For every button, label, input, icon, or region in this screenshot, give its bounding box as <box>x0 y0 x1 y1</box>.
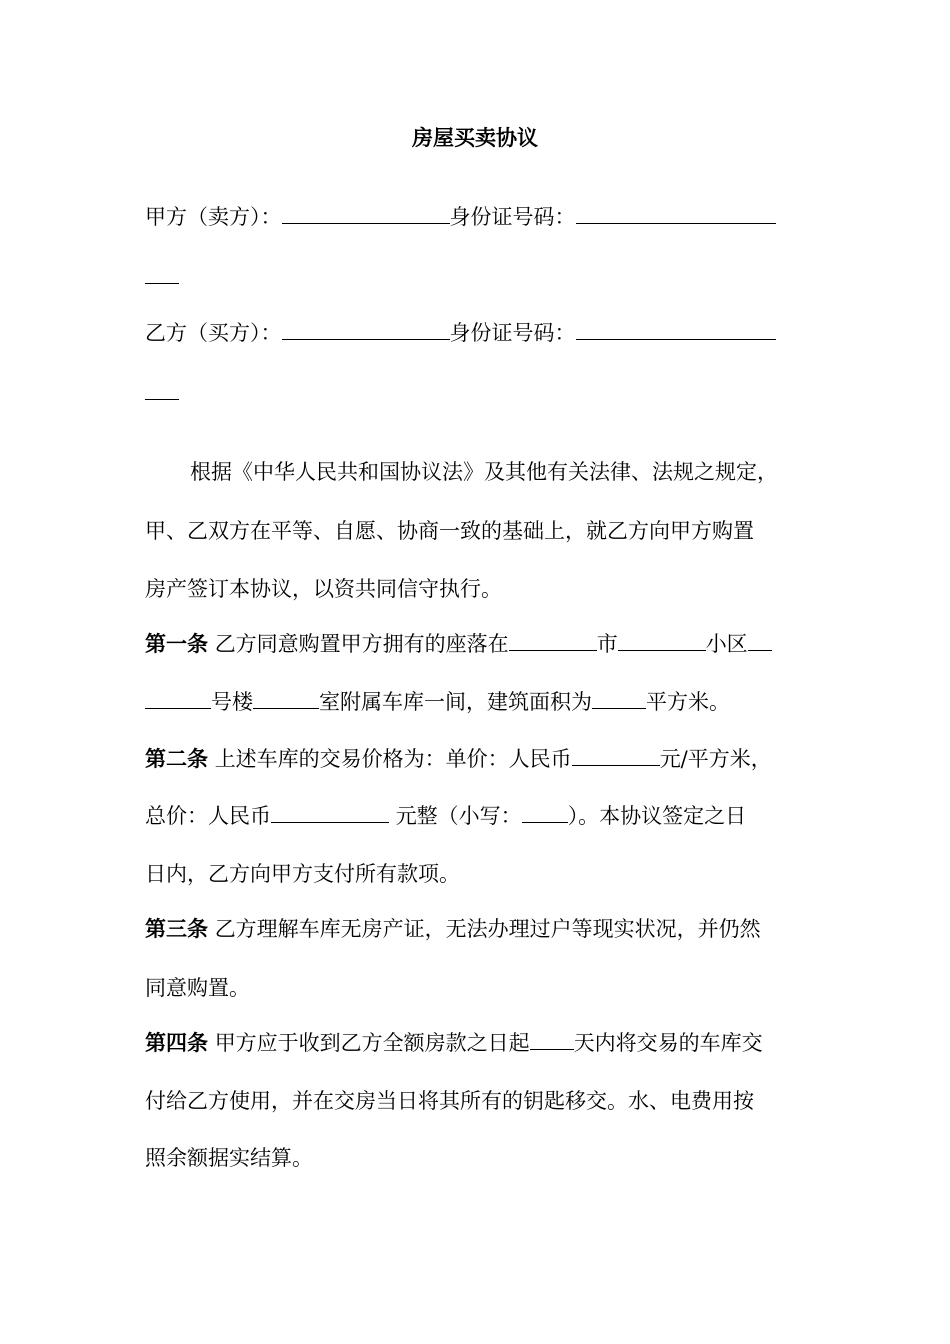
city-blank <box>509 632 597 651</box>
article-4-line-3: 照余额据实结算。 <box>145 1146 313 1170</box>
preamble-line-1: 根据《中华人民共和国协议法》及其他有关法律、法规之规定， <box>190 460 778 484</box>
article-3-line-1 <box>145 914 761 944</box>
article-1-text-5: 室附属车库一间，建筑面积为 <box>319 690 592 714</box>
article-1-text-4: 号楼 <box>211 690 253 714</box>
article-4-heading: 第四条 <box>145 1030 208 1055</box>
article-2-text-5: ）。本协议签定之日 <box>567 804 747 828</box>
party-a-id-label: 身份证号码： <box>449 205 576 229</box>
party-b-line <box>145 318 776 348</box>
party-b-id-continued <box>145 378 179 408</box>
building-blank-cont <box>145 690 211 709</box>
article-1-text-6: 平方米。 <box>646 690 730 714</box>
party-a-line <box>145 202 776 232</box>
party-a-label: 甲方（卖方）： <box>145 205 282 229</box>
party-a-id-blank <box>576 205 776 224</box>
area-blank <box>592 690 646 709</box>
article-2-heading: 第二条 <box>145 746 208 771</box>
article-4-line-2: 付给乙方使用，并在交房当日将其所有的钥匙移交。水、电费用按 <box>145 1089 754 1113</box>
article-1-text-1: 乙方同意购置甲方拥有的座落在 <box>214 632 509 656</box>
total-lowercase-blank <box>522 804 568 823</box>
party-a-id-continued <box>145 262 179 292</box>
article-1-text-2: 市 <box>596 632 618 656</box>
party-b-id-blank-cont <box>145 381 179 400</box>
article-2-text-3: 总价：人民币 <box>145 804 271 828</box>
district-blank <box>618 632 706 651</box>
document-title: 房屋买卖协议 <box>412 125 538 150</box>
party-a-id-blank-cont <box>145 265 179 284</box>
article-3-text-1: 乙方理解车库无房产证，无法办理过户等现实状况，并仍然 <box>214 917 761 941</box>
article-2-line-3: 日内，乙方向甲方支付所有款项。 <box>145 862 460 886</box>
article-2-text-4: 元整（小写： <box>395 804 522 828</box>
party-b-name-blank <box>282 321 450 340</box>
total-price-blank <box>271 804 389 823</box>
party-b-id-blank <box>576 321 776 340</box>
article-4-line-1 <box>145 1028 763 1058</box>
unit-price-blank <box>572 747 660 766</box>
preamble-line-3: 房产签订本协议，以资共同信守执行。 <box>145 577 502 601</box>
room-blank <box>253 690 319 709</box>
preamble-line-2: 甲、乙双方在平等、自愿、协商一致的基础上，就乙方向甲方购置 <box>145 519 754 543</box>
article-2-text-1: 上述车库的交易价格为：单价：人民币 <box>214 747 572 771</box>
article-2-line-1 <box>145 744 772 774</box>
article-2-line-2 <box>145 801 746 831</box>
party-a-name-blank <box>282 205 450 224</box>
party-b-id-label: 身份证号码： <box>449 321 576 345</box>
article-2-text-2: 元/平方米， <box>659 747 772 771</box>
party-b-label: 乙方（买方）： <box>145 321 282 345</box>
building-blank-start <box>748 632 772 651</box>
article-3-line-2: 同意购置。 <box>145 976 250 1000</box>
article-1-text-3: 小区 <box>705 632 748 656</box>
article-3-heading: 第三条 <box>145 916 208 941</box>
delivery-days-blank <box>530 1031 574 1050</box>
article-1-line-1 <box>145 629 772 659</box>
article-1-heading: 第一条 <box>145 631 208 656</box>
article-4-text-2: 天内将交易的车库交 <box>573 1031 763 1055</box>
article-4-text-1: 甲方应于收到乙方全额房款之日起 <box>214 1031 530 1055</box>
article-1-line-2 <box>145 687 730 717</box>
